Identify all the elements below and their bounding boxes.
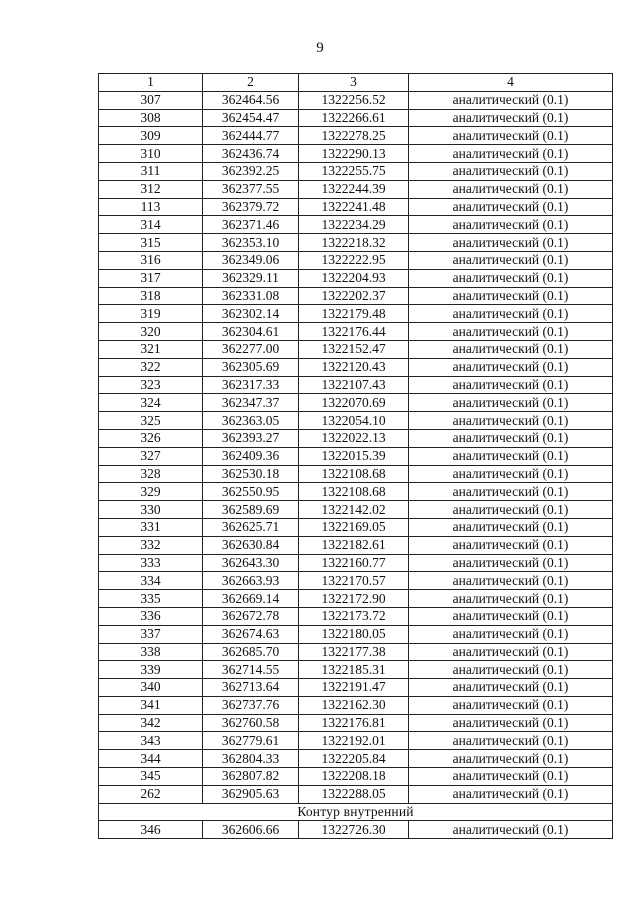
table-row [99, 679, 613, 697]
table-row [99, 696, 613, 714]
point-number-cell: 113 [99, 198, 203, 216]
point-number-cell: 309 [99, 127, 203, 145]
method-cell: аналитический (0.1) [409, 269, 613, 287]
x-coordinate-cell: 362713.64 [203, 679, 299, 697]
table-row [99, 376, 613, 394]
y-coordinate-cell: 1322278.25 [299, 127, 409, 145]
point-number-cell: 339 [99, 661, 203, 679]
point-number-cell: 346 [99, 821, 203, 839]
point-number-cell: 326 [99, 429, 203, 447]
y-coordinate-cell: 1322170.57 [299, 572, 409, 590]
x-coordinate-cell: 362329.11 [203, 269, 299, 287]
method-cell: аналитический (0.1) [409, 198, 613, 216]
table-row [99, 216, 613, 234]
point-number-cell: 338 [99, 643, 203, 661]
point-number-cell: 342 [99, 714, 203, 732]
x-coordinate-cell: 362304.61 [203, 323, 299, 341]
table-row [99, 661, 613, 679]
section-label: Контур внутренний [99, 803, 613, 821]
table-row [99, 750, 613, 768]
y-coordinate-cell: 1322152.47 [299, 340, 409, 358]
x-coordinate-cell: 362454.47 [203, 109, 299, 127]
point-number-cell: 315 [99, 234, 203, 252]
y-coordinate-cell: 1322182.61 [299, 536, 409, 554]
y-coordinate-cell: 1322266.61 [299, 109, 409, 127]
x-coordinate-cell: 362393.27 [203, 429, 299, 447]
y-coordinate-cell: 1322256.52 [299, 91, 409, 109]
y-coordinate-cell: 1322142.02 [299, 501, 409, 519]
point-number-cell: 327 [99, 447, 203, 465]
table-row [99, 590, 613, 608]
point-number-cell: 333 [99, 554, 203, 572]
method-cell: аналитический (0.1) [409, 536, 613, 554]
x-coordinate-cell: 362317.33 [203, 376, 299, 394]
y-coordinate-cell: 1322205.84 [299, 750, 409, 768]
table-row [99, 607, 613, 625]
method-cell: аналитический (0.1) [409, 162, 613, 180]
method-cell: аналитический (0.1) [409, 785, 613, 803]
method-cell: аналитический (0.1) [409, 447, 613, 465]
table-row [99, 714, 613, 732]
method-cell: аналитический (0.1) [409, 394, 613, 412]
method-cell: аналитический (0.1) [409, 234, 613, 252]
x-coordinate-cell: 362672.78 [203, 607, 299, 625]
point-number-cell: 335 [99, 590, 203, 608]
x-coordinate-cell: 362625.71 [203, 518, 299, 536]
x-coordinate-cell: 362804.33 [203, 750, 299, 768]
y-coordinate-cell: 1322290.13 [299, 145, 409, 163]
point-number-cell: 328 [99, 465, 203, 483]
method-cell: аналитический (0.1) [409, 572, 613, 590]
method-cell: аналитический (0.1) [409, 625, 613, 643]
method-cell: аналитический (0.1) [409, 216, 613, 234]
point-number-cell: 316 [99, 251, 203, 269]
point-number-cell: 314 [99, 216, 203, 234]
x-coordinate-cell: 362302.14 [203, 305, 299, 323]
point-number-cell: 312 [99, 180, 203, 198]
point-number-cell: 332 [99, 536, 203, 554]
table-row [99, 518, 613, 536]
table-row [99, 269, 613, 287]
point-number-cell: 329 [99, 483, 203, 501]
point-number-cell: 307 [99, 91, 203, 109]
method-cell: аналитический (0.1) [409, 251, 613, 269]
method-cell: аналитический (0.1) [409, 696, 613, 714]
section-body [99, 803, 613, 839]
point-number-cell: 330 [99, 501, 203, 519]
table-row [99, 251, 613, 269]
y-coordinate-cell: 1322218.32 [299, 234, 409, 252]
point-number-cell: 311 [99, 162, 203, 180]
method-cell: аналитический (0.1) [409, 483, 613, 501]
method-cell: аналитический (0.1) [409, 465, 613, 483]
x-coordinate-cell: 362305.69 [203, 358, 299, 376]
point-number-cell: 341 [99, 696, 203, 714]
y-coordinate-cell: 1322176.44 [299, 323, 409, 341]
table-row [99, 429, 613, 447]
y-coordinate-cell: 1322172.90 [299, 590, 409, 608]
y-coordinate-cell: 1322222.95 [299, 251, 409, 269]
table-header-row [99, 74, 613, 92]
point-number-cell: 334 [99, 572, 203, 590]
method-cell: аналитический (0.1) [409, 376, 613, 394]
method-cell: аналитический (0.1) [409, 768, 613, 786]
y-coordinate-cell: 1322179.48 [299, 305, 409, 323]
method-cell: аналитический (0.1) [409, 287, 613, 305]
x-coordinate-cell: 362663.93 [203, 572, 299, 590]
method-cell: аналитический (0.1) [409, 518, 613, 536]
x-coordinate-cell: 362905.63 [203, 785, 299, 803]
y-coordinate-cell: 1322107.43 [299, 376, 409, 394]
table-row [99, 732, 613, 750]
point-number-cell: 318 [99, 287, 203, 305]
table-row [99, 234, 613, 252]
point-number-cell: 324 [99, 394, 203, 412]
y-coordinate-cell: 1322022.13 [299, 429, 409, 447]
y-coordinate-cell: 1322108.68 [299, 465, 409, 483]
x-coordinate-cell: 362530.18 [203, 465, 299, 483]
y-coordinate-cell: 1322120.43 [299, 358, 409, 376]
x-coordinate-cell: 362444.77 [203, 127, 299, 145]
method-cell: аналитический (0.1) [409, 714, 613, 732]
x-coordinate-cell: 362464.56 [203, 91, 299, 109]
y-coordinate-cell: 1322241.48 [299, 198, 409, 216]
point-number-cell: 317 [99, 269, 203, 287]
table-row [99, 358, 613, 376]
table-row [99, 109, 613, 127]
y-coordinate-cell: 1322070.69 [299, 394, 409, 412]
table-row [99, 501, 613, 519]
column-header: 4 [409, 74, 613, 92]
point-number-cell: 319 [99, 305, 203, 323]
y-coordinate-cell: 1322234.29 [299, 216, 409, 234]
method-cell: аналитический (0.1) [409, 180, 613, 198]
method-cell: аналитический (0.1) [409, 429, 613, 447]
y-coordinate-cell: 1322192.01 [299, 732, 409, 750]
y-coordinate-cell: 1322160.77 [299, 554, 409, 572]
point-number-cell: 345 [99, 768, 203, 786]
method-cell: аналитический (0.1) [409, 91, 613, 109]
method-cell: аналитический (0.1) [409, 821, 613, 839]
column-header: 2 [203, 74, 299, 92]
y-coordinate-cell: 1322177.38 [299, 643, 409, 661]
point-number-cell: 321 [99, 340, 203, 358]
x-coordinate-cell: 362807.82 [203, 768, 299, 786]
point-number-cell: 340 [99, 679, 203, 697]
table-row [99, 785, 613, 803]
method-cell: аналитический (0.1) [409, 643, 613, 661]
table-row [99, 572, 613, 590]
x-coordinate-cell: 362674.63 [203, 625, 299, 643]
method-cell: аналитический (0.1) [409, 501, 613, 519]
point-number-cell: 310 [99, 145, 203, 163]
x-coordinate-cell: 362371.46 [203, 216, 299, 234]
method-cell: аналитический (0.1) [409, 305, 613, 323]
y-coordinate-cell: 1322255.75 [299, 162, 409, 180]
point-number-cell: 320 [99, 323, 203, 341]
x-coordinate-cell: 362714.55 [203, 661, 299, 679]
y-coordinate-cell: 1322191.47 [299, 679, 409, 697]
table-row [99, 145, 613, 163]
table-row [99, 180, 613, 198]
table-row [99, 536, 613, 554]
y-coordinate-cell: 1322015.39 [299, 447, 409, 465]
table-row [99, 465, 613, 483]
x-coordinate-cell: 362630.84 [203, 536, 299, 554]
method-cell: аналитический (0.1) [409, 323, 613, 341]
y-coordinate-cell: 1322185.31 [299, 661, 409, 679]
x-coordinate-cell: 362436.74 [203, 145, 299, 163]
point-number-cell: 322 [99, 358, 203, 376]
table-row [99, 394, 613, 412]
table-row [99, 127, 613, 145]
table-row [99, 305, 613, 323]
column-header: 1 [99, 74, 203, 92]
x-coordinate-cell: 362550.95 [203, 483, 299, 501]
table-row [99, 554, 613, 572]
x-coordinate-cell: 362409.36 [203, 447, 299, 465]
column-header: 3 [299, 74, 409, 92]
table-row [99, 821, 613, 839]
y-coordinate-cell: 1322288.05 [299, 785, 409, 803]
point-number-cell: 262 [99, 785, 203, 803]
table-row [99, 91, 613, 109]
y-coordinate-cell: 1322176.81 [299, 714, 409, 732]
table-row [99, 643, 613, 661]
y-coordinate-cell: 1322108.68 [299, 483, 409, 501]
x-coordinate-cell: 362379.72 [203, 198, 299, 216]
coordinates-table [98, 73, 613, 839]
x-coordinate-cell: 362760.58 [203, 714, 299, 732]
page-number: 9 [316, 40, 324, 56]
y-coordinate-cell: 1322244.39 [299, 180, 409, 198]
table-row [99, 198, 613, 216]
point-number-cell: 325 [99, 412, 203, 430]
x-coordinate-cell: 362347.37 [203, 394, 299, 412]
method-cell: аналитический (0.1) [409, 358, 613, 376]
table-row [99, 340, 613, 358]
table-row [99, 447, 613, 465]
point-number-cell: 323 [99, 376, 203, 394]
table-body [99, 91, 613, 803]
x-coordinate-cell: 362589.69 [203, 501, 299, 519]
method-cell: аналитический (0.1) [409, 732, 613, 750]
x-coordinate-cell: 362349.06 [203, 251, 299, 269]
x-coordinate-cell: 362363.05 [203, 412, 299, 430]
point-number-cell: 337 [99, 625, 203, 643]
method-cell: аналитический (0.1) [409, 607, 613, 625]
point-number-cell: 308 [99, 109, 203, 127]
table-row [99, 412, 613, 430]
x-coordinate-cell: 362392.25 [203, 162, 299, 180]
method-cell: аналитический (0.1) [409, 127, 613, 145]
point-number-cell: 336 [99, 607, 203, 625]
method-cell: аналитический (0.1) [409, 590, 613, 608]
x-coordinate-cell: 362377.55 [203, 180, 299, 198]
y-coordinate-cell: 1322162.30 [299, 696, 409, 714]
table-row [99, 625, 613, 643]
point-number-cell: 343 [99, 732, 203, 750]
method-cell: аналитический (0.1) [409, 661, 613, 679]
y-coordinate-cell: 1322204.93 [299, 269, 409, 287]
table-row [99, 483, 613, 501]
method-cell: аналитический (0.1) [409, 679, 613, 697]
y-coordinate-cell: 1322180.05 [299, 625, 409, 643]
table-row [99, 162, 613, 180]
y-coordinate-cell: 1322202.37 [299, 287, 409, 305]
x-coordinate-cell: 362669.14 [203, 590, 299, 608]
x-coordinate-cell: 362737.76 [203, 696, 299, 714]
x-coordinate-cell: 362779.61 [203, 732, 299, 750]
x-coordinate-cell: 362277.00 [203, 340, 299, 358]
x-coordinate-cell: 362331.08 [203, 287, 299, 305]
x-coordinate-cell: 362685.70 [203, 643, 299, 661]
method-cell: аналитический (0.1) [409, 750, 613, 768]
method-cell: аналитический (0.1) [409, 145, 613, 163]
x-coordinate-cell: 362353.10 [203, 234, 299, 252]
y-coordinate-cell: 1322054.10 [299, 412, 409, 430]
y-coordinate-cell: 1322208.18 [299, 768, 409, 786]
table-row [99, 323, 613, 341]
y-coordinate-cell: 1322169.05 [299, 518, 409, 536]
method-cell: аналитический (0.1) [409, 340, 613, 358]
point-number-cell: 331 [99, 518, 203, 536]
table-row [99, 768, 613, 786]
table-row [99, 287, 613, 305]
x-coordinate-cell: 362643.30 [203, 554, 299, 572]
method-cell: аналитический (0.1) [409, 109, 613, 127]
method-cell: аналитический (0.1) [409, 554, 613, 572]
y-coordinate-cell: 1322726.30 [299, 821, 409, 839]
x-coordinate-cell: 362606.66 [203, 821, 299, 839]
point-number-cell: 344 [99, 750, 203, 768]
section-header-row [99, 803, 613, 821]
method-cell: аналитический (0.1) [409, 412, 613, 430]
y-coordinate-cell: 1322173.72 [299, 607, 409, 625]
